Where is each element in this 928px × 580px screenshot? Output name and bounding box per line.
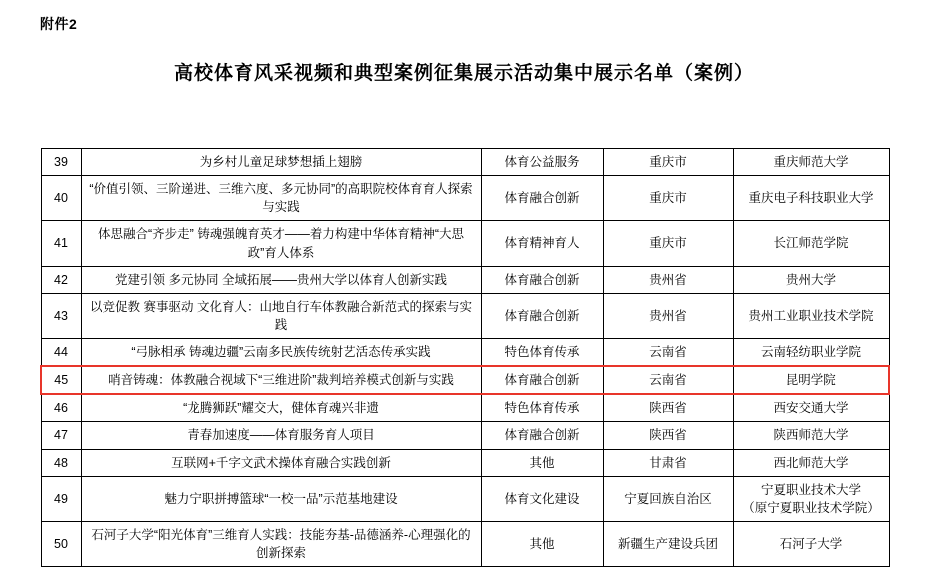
cell-region: 陕西省 <box>603 422 733 449</box>
cell-index: 44 <box>41 339 81 367</box>
cell-case-name: “龙腾狮跃”耀交大，健体育魂兴非遗 <box>81 394 481 422</box>
cell-case-name: “弓脉相承 铸魂边疆”云南多民族传统射艺活态传承实践 <box>81 339 481 367</box>
cell-category: 体育公益服务 <box>481 149 603 176</box>
listing-table-wrapper <box>40 148 888 567</box>
cell-organization: 贵州工业职业技术学院 <box>733 293 889 338</box>
cell-organization: 重庆电子科技职业大学 <box>733 176 889 221</box>
cell-organization: 云南轻纺职业学院 <box>733 339 889 367</box>
table-row <box>41 176 889 221</box>
cell-category: 特色体育传承 <box>481 339 603 367</box>
cell-case-name: 魅力宁职拼搏篮球“一校一品”示范基地建设 <box>81 476 481 521</box>
table-row <box>41 394 889 422</box>
cell-category: 体育精神育人 <box>481 221 603 266</box>
cell-organization: 贵州大学 <box>733 266 889 293</box>
table-row <box>41 422 889 449</box>
cell-index: 40 <box>41 176 81 221</box>
cell-organization: 石河子大学 <box>733 521 889 566</box>
cell-category: 体育融合创新 <box>481 266 603 293</box>
cell-region: 陕西省 <box>603 394 733 422</box>
cell-region: 云南省 <box>603 366 733 394</box>
table-row <box>41 293 889 338</box>
cell-case-name: 体思融合“齐步走” 铸魂强魄育英才——着力构建中华体育精神“大思政”育人体系 <box>81 221 481 266</box>
cell-index: 45 <box>41 366 81 394</box>
cell-index: 49 <box>41 476 81 521</box>
cell-organization: 西北师范大学 <box>733 449 889 476</box>
cell-organization: 宁夏职业技术大学 （原宁夏职业技术学院） <box>733 476 889 521</box>
cell-index: 48 <box>41 449 81 476</box>
cell-index: 43 <box>41 293 81 338</box>
table-row <box>41 266 889 293</box>
cell-region: 甘肃省 <box>603 449 733 476</box>
cell-category: 特色体育传承 <box>481 394 603 422</box>
cell-region: 新疆生产建设兵团 <box>603 521 733 566</box>
table-row <box>41 476 889 521</box>
table-row <box>41 221 889 266</box>
cell-case-name: 以竞促教 赛事驱动 文化育人：山地自行车体教融合新范式的探索与实践 <box>81 293 481 338</box>
table-row <box>41 521 889 566</box>
cell-category: 体育文化建设 <box>481 476 603 521</box>
cell-region: 宁夏回族自治区 <box>603 476 733 521</box>
cell-index: 41 <box>41 221 81 266</box>
listing-table <box>40 148 890 567</box>
table-row <box>41 149 889 176</box>
cell-category: 体育融合创新 <box>481 293 603 338</box>
cell-region: 重庆市 <box>603 176 733 221</box>
cell-case-name: 石河子大学“阳光体育”三维育人实践：技能夯基-品德涵养-心理强化的创新探索 <box>81 521 481 566</box>
cell-index: 50 <box>41 521 81 566</box>
table-row <box>41 366 889 394</box>
cell-case-name: “价值引领、三阶递进、三维六度、多元协同”的高职院校体育育人探索与实践 <box>81 176 481 221</box>
cell-organization: 陕西师范大学 <box>733 422 889 449</box>
cell-case-name: 党建引领 多元协同 全域拓展——贵州大学以体育人创新实践 <box>81 266 481 293</box>
cell-region: 贵州省 <box>603 293 733 338</box>
cell-category: 其他 <box>481 521 603 566</box>
page-title: 高校体育风采视频和典型案例征集展示活动集中展示名单（案例） <box>173 62 754 84</box>
cell-organization: 昆明学院 <box>733 366 889 394</box>
cell-case-name: 互联网+千字文武术操体育融合实践创新 <box>81 449 481 476</box>
cell-case-name: 为乡村儿童足球梦想插上翅膀 <box>81 149 481 176</box>
cell-index: 42 <box>41 266 81 293</box>
cell-category: 体育融合创新 <box>481 366 603 394</box>
cell-organization: 重庆师范大学 <box>733 149 889 176</box>
cell-region: 贵州省 <box>603 266 733 293</box>
cell-region: 云南省 <box>603 339 733 367</box>
cell-index: 46 <box>41 394 81 422</box>
cell-category: 体育融合创新 <box>481 422 603 449</box>
attachment-label: 附件2 <box>40 16 78 32</box>
cell-region: 重庆市 <box>603 149 733 176</box>
cell-region: 重庆市 <box>603 221 733 266</box>
cell-category: 其他 <box>481 449 603 476</box>
cell-case-name: 哨音铸魂：体教融合视域下“三维进阶”裁判培养模式创新与实践 <box>81 366 481 394</box>
cell-index: 47 <box>41 422 81 449</box>
cell-organization: 西安交通大学 <box>733 394 889 422</box>
table-row <box>41 449 889 476</box>
cell-index: 39 <box>41 149 81 176</box>
cell-case-name: 青春加速度——体育服务育人项目 <box>81 422 481 449</box>
cell-organization: 长江师范学院 <box>733 221 889 266</box>
table-row <box>41 339 889 367</box>
cell-category: 体育融合创新 <box>481 176 603 221</box>
